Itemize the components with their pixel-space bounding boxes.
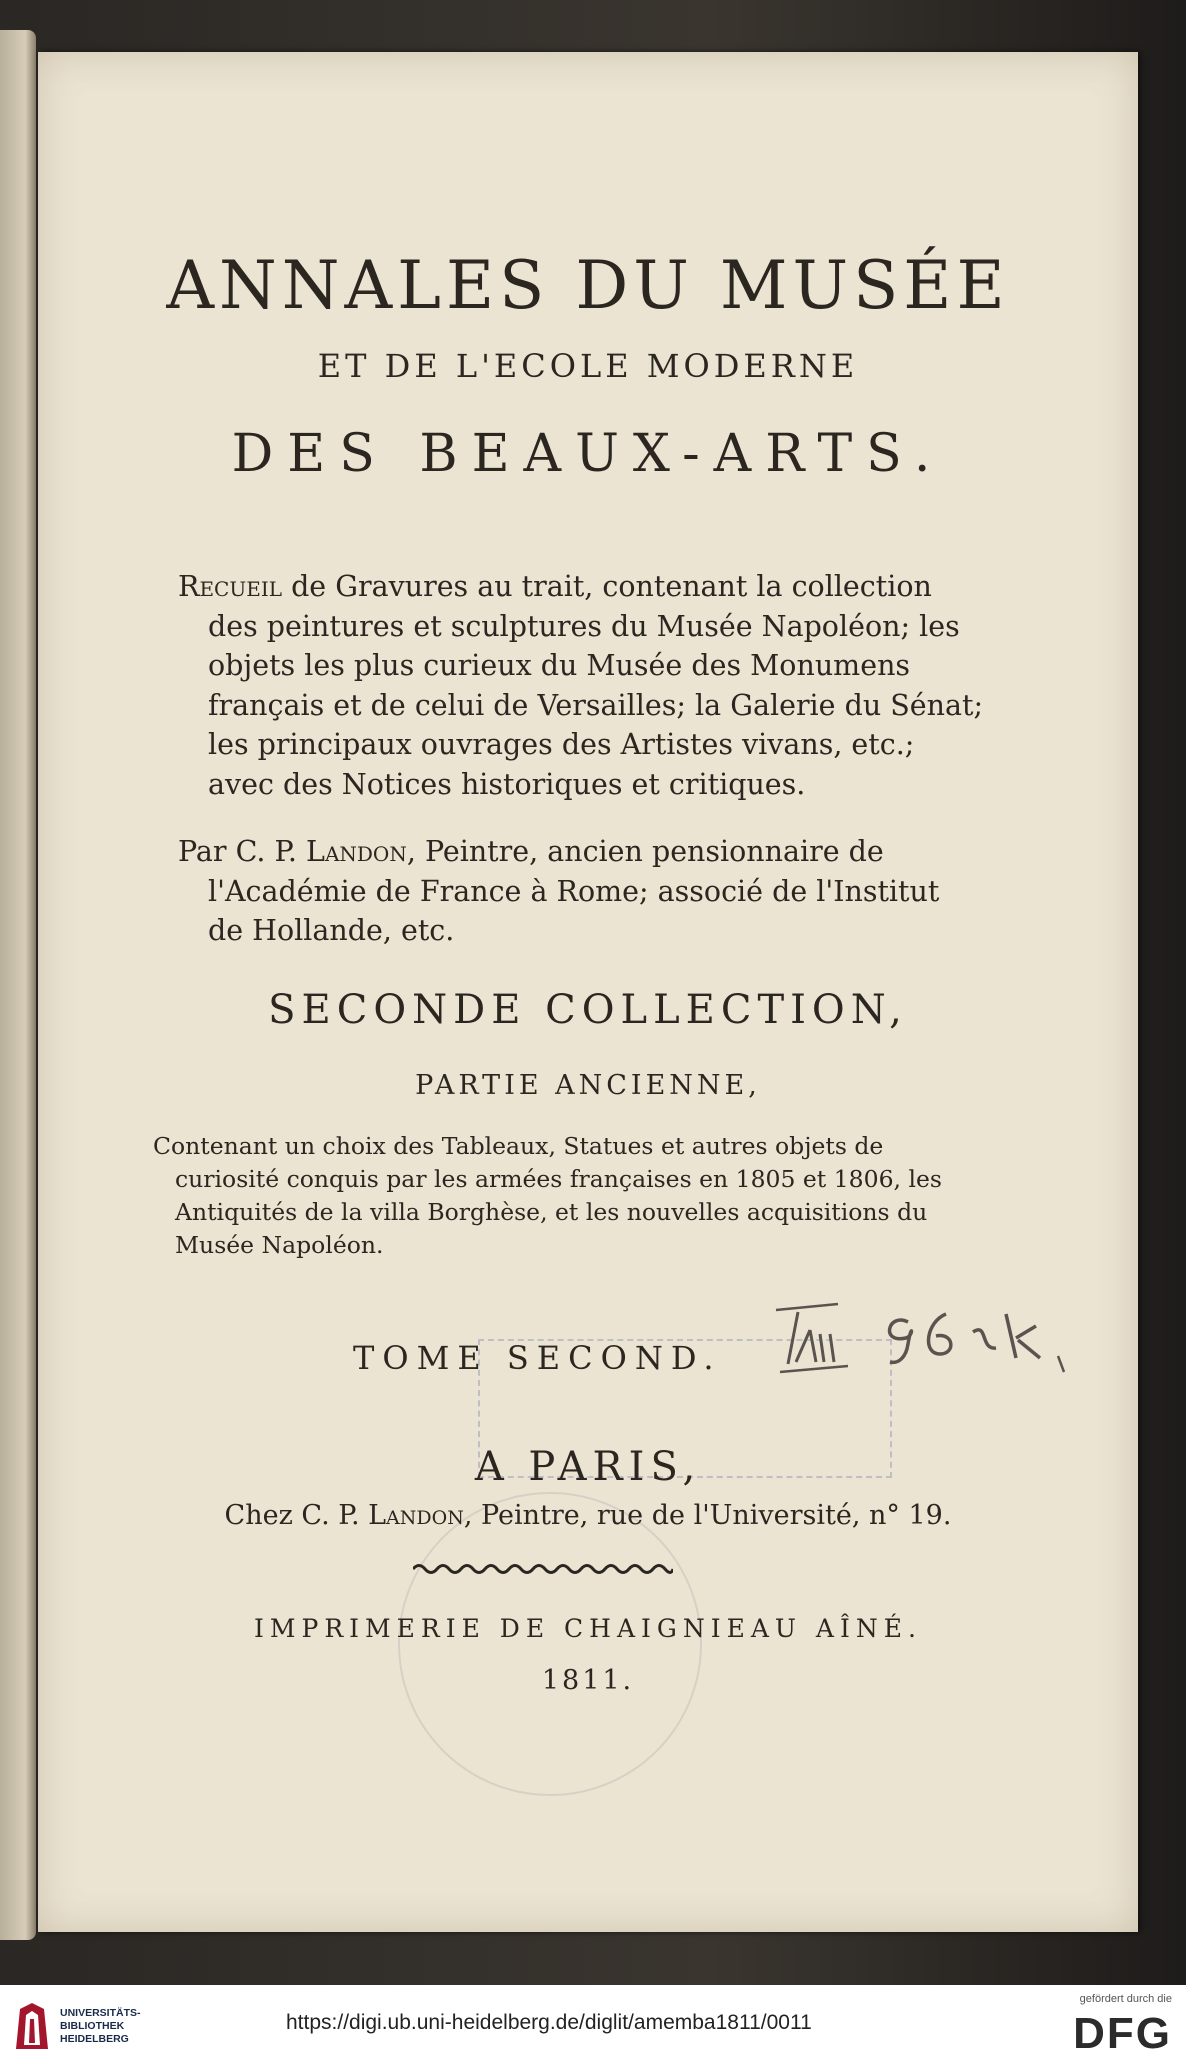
recueil-line: Recueil de Gravures au trait, contenant la collection — [178, 570, 932, 603]
publisher-line: Chez C. P. Landon, Peintre, rue de l'Université, n° 19. — [224, 1500, 952, 1531]
university-library-name: UNIVERSITÄTS- BIBLIOTHEK HEIDELBERG — [60, 2007, 141, 2045]
recueil-line: objets les plus curieux du Musée des Monumens — [208, 649, 911, 682]
publisher-name: Landon — [368, 1500, 464, 1531]
contents-line: curiosité conquis par les armées françaises en 1805 et 1806, les — [175, 1165, 942, 1193]
library-seal — [398, 1492, 702, 1796]
place-heading: A PARIS, — [474, 1444, 702, 1490]
recueil-line: français et de celui de Versailles; la Galerie du Sénat; — [208, 688, 984, 722]
funding-note: gefördert durch die — [1079, 1993, 1172, 2005]
handwritten-shelfmark — [758, 1292, 1118, 1382]
collection-heading: SECONDE COLLECTION, — [268, 987, 908, 1033]
contents-paragraph — [153, 1130, 1013, 1262]
left-page-edge — [0, 30, 36, 1940]
recueil-line: des peintures et sculptures du Musée Napoléon; les — [208, 609, 960, 643]
recueil-line: avec des Notices historiques et critiques. — [208, 767, 806, 801]
contents-line: Contenant un choix des Tableaux, Statues et autres objets de — [153, 1132, 884, 1160]
main-title: ANNALES DU MUSÉE — [166, 247, 1010, 324]
contents-line: Antiquités de la villa Borghèse, et les nouvelles acquisitions du — [175, 1198, 928, 1226]
author-line: Par C. P. Landon, Peintre, ancien pensionnaire de — [178, 835, 884, 868]
subtitle-beaux-arts: DES BEAUX-ARTS. — [231, 424, 945, 484]
partie-heading: PARTIE ANCIENNE, — [415, 1070, 761, 1101]
title-page — [38, 52, 1138, 1932]
viewer-footer — [0, 1985, 1186, 2069]
contents-line: Musée Napoléon. — [175, 1231, 384, 1259]
ornamental-rule — [413, 1562, 673, 1576]
dfg-logo[interactable]: DFG — [1073, 2009, 1172, 2058]
author-line: de Hollande, etc. — [208, 914, 455, 947]
recueil-line: les principaux ouvrages des Artistes vivans, etc.; — [208, 728, 915, 761]
subtitle: ET DE L'ECOLE MODERNE — [317, 347, 859, 385]
university-library-logo-icon[interactable] — [10, 1999, 54, 2055]
recueil-paragraph — [178, 567, 984, 804]
author-paragraph — [178, 832, 978, 951]
publication-year: 1811. — [541, 1665, 635, 1696]
printer-line: IMPRIMERIE DE CHAIGNIEAU AÎNÉ. — [254, 1614, 922, 1643]
author-name: Landon — [306, 835, 407, 868]
author-line: l'Académie de France à Rome; associé de l'Institut — [208, 874, 940, 908]
tome-heading: TOME SECOND. — [353, 1339, 722, 1377]
permalink-url[interactable]: https://digi.ub.uni-heidelberg.de/diglit/amemba1811/0011 — [286, 2011, 812, 2034]
recueil-lead: Recueil — [178, 570, 282, 603]
